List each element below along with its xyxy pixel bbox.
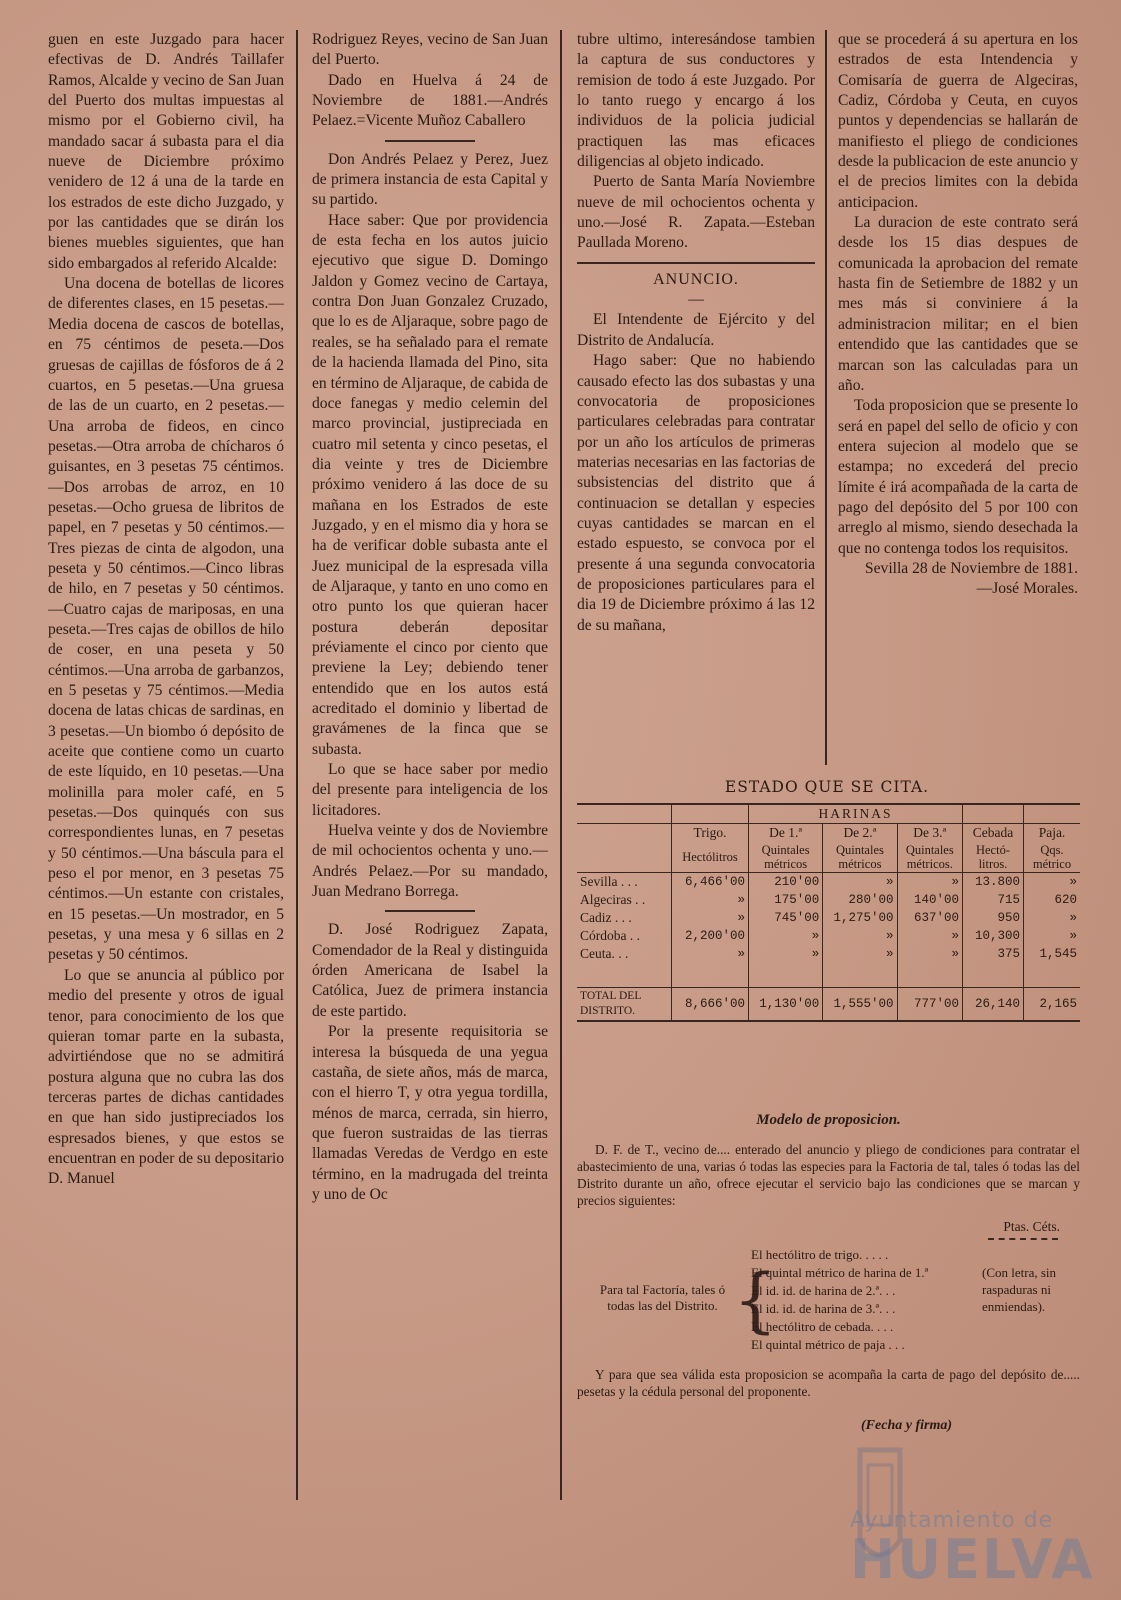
modelo-closing: Y para que sea válida esta proposicion se acompaña la carta de pago del depósito de..... pesetas y la cédula personal del proponente. — [577, 1367, 1080, 1399]
column-1 — [48, 30, 284, 1500]
total-harina-2: 1,555'00 — [823, 988, 897, 1022]
row-cell-h3: 140'00 — [897, 891, 962, 909]
table-row — [577, 873, 1080, 892]
row-cell-h3: 637'00 — [897, 909, 962, 927]
row-cell-h2: » — [823, 873, 897, 892]
separator-rule — [577, 262, 815, 264]
estado-title: ESTADO QUE SE CITA. — [724, 778, 930, 796]
row-cell-h1: 210'00 — [749, 873, 823, 892]
table-row — [577, 927, 1080, 945]
total-cebada: 26,140 — [963, 988, 1024, 1022]
col2-paragraph-6: Huelva veinte y dos de Noviembre de mil ochocientos ochenta y uno.—Andrés Pelaez.—Por su mandado, Juan Medrano Borrega. — [312, 822, 548, 901]
modelo-title: Modelo de proposicion. — [756, 1112, 901, 1128]
col-header-harina-3: De 3.ª — [897, 824, 962, 843]
col2-paragraph-1: Rodriguez Reyes, vecino de San Juan del Puerto. — [312, 31, 548, 69]
table-row — [577, 909, 1080, 927]
col2-paragraph-2: Dado en Huelva á 24 de Noviembre de 1881.—Andrés Pelaez.=Vicente Muñoz Caballero — [312, 71, 548, 130]
total-trigo: 8,666'00 — [672, 988, 749, 1022]
separator-rule — [385, 140, 475, 142]
row-cell-h1: » — [749, 927, 823, 945]
form-items — [751, 1246, 986, 1354]
col-header-harina-2: De 2.ª — [823, 824, 897, 843]
row-cell-cebada: 13.800 — [963, 873, 1024, 892]
col1-paragraph-3: Lo que se anuncia al público por medio del presente y otros de igual tenor, para conocimiento de los que quieran tomar parte en la subasta, advirtiéndose que no se admitirá postura alguna que no cubra las dos terceras partes de dichas cantidades en que han sido justipreciados los espresados bienes, y que estos se encuentran en poder de su depositario D. Manuel — [48, 966, 284, 1188]
row-place: Cadiz . . . — [580, 910, 632, 925]
total-harina-1: 1,130'00 — [749, 988, 823, 1022]
col2-paragraph-4: Hace saber: Que por providencia de esta fecha en los autos juicio ejecutivo que sigue D. Domingo Jaldon y Gomez vecino de Cartaya, contra Don Juan Gonzalez Cruzado, que lo es de Aljaraque, sobre pago de reales, se ha señalado para el remate de la hacienda llamada del Pino, sita en término de Aljaraque, de cabida de doce fanegas y medio celemin del marco provincial, justipreciada en cuatro mil setenta y cinco pesetas, el dia veinte y tres de Diciembre próximo venidero á las doce de su mañana en los Estrados de este Juzgado, y en el mismo dia y hora se ha de verificar doble subasta ante el Juez municipal de la espresada villa de Aljaraque, y tanto en uno como en otro punto los que quieran hacer postura deberán depositar préviamente el cinco por ciento que previene la Ley; debiendo tener entendido que en los autos está acreditado el dominio y libertad de gravámenes de la finca que se subasta. — [312, 211, 548, 758]
form-left-label: Para tal Factoría, tales ó todas las del Distrito. — [599, 1282, 726, 1313]
watermark-line-1: Ayuntamiento de — [850, 1508, 1054, 1533]
form-item: El id. id. de harina de 2.ª. . . — [751, 1283, 896, 1298]
col4-paragraph-4: Sevilla 28 de Noviembre de 1881.—José Morales. — [864, 559, 1078, 598]
form-item: El hectólitro de trigo. . . . . — [751, 1247, 889, 1262]
watermark-line-2: HUELVA — [850, 1528, 1095, 1591]
table-row — [577, 945, 1080, 963]
col3-paragraph-2: Puerto de Santa María Noviembre nueve de mil ochocientos ochenta y uno.—José R. Zapata.—Esteban Paullada Moreno. — [577, 173, 815, 252]
unit-harina-3: Quintales métricos. — [897, 842, 962, 873]
col1-paragraph-1: guen en este Juzgado para hacer efectivas de D. Andrés Taillafer Ramos, Alcalde y vecino de San Juan del Puerto dos multas impuestas al mismo por el Gobierno civil, ha mandado sacar á subasta para el dia nueve de Diciembre próximo venidero de 12 á una de la tarde en los estrados de este dicho Juzgado, y por las cantidades que se dirán los bienes muebles siguientes, que han sido embargados al referido Alcalde: — [48, 31, 284, 272]
estado-corner-3 — [577, 842, 672, 873]
row-cell-h2: 1,275'00 — [823, 909, 897, 927]
col2-paragraph-7: D. José Rodriguez Zapata, Comendador de la Real y distinguida órden Americana de Isabel la Católica, Juez de primera instancia de este partido. — [312, 921, 548, 1020]
brace-icon: { — [733, 1259, 778, 1341]
row-cell-paja: » — [1024, 927, 1081, 945]
col3-paragraph-4: Hago saber: Que no habiendo causado efecto las dos subastas y una convocatoria de proposiciones particulares celebradas para contratar por un año los artículos de primeras materias necesarias en las factorias de subsistencias del distrito que á continuacion se detallan y especies cuyas cantidades se marcan en el estado espuesto, se convoca por el presente á una segunda convocatoria de proposiciones particulares para el dia 19 de Diciembre próximo á las 12 de su mañana, — [577, 352, 815, 634]
modelo-form — [577, 1246, 1080, 1356]
col4-paragraph-1: que se procederá á su apertura en los estrados de esta Intendencia y Comisaría de guerra de Algeciras, Cadiz, Córdoba y Ceuta, en cuyos puntos y dependencias se hallarán de manifiesto el pliego de condiciones desde la publicacion de este anuncio y el de precios limites con la debida anticipacion. — [838, 31, 1078, 211]
row-cell-trigo: » — [672, 891, 749, 909]
column-rule-3 — [825, 30, 827, 765]
row-cell-trigo: » — [672, 945, 749, 963]
row-cell-h1: » — [749, 945, 823, 963]
unit-harina-2: Quintales métricos — [823, 842, 897, 873]
col-header-cebada: Cebada — [963, 824, 1024, 843]
estado-trigo-blank — [672, 804, 749, 824]
estado-paja-blank — [1024, 804, 1081, 824]
col4-paragraph-3: Toda proposicion que se presente lo será en papel del sello de oficio y con entera sujecion al modelo que se estampa; no excederá del precio límite é irá acompañada de la carta de pago del depósito del 5 por 100 con arreglo al mismo, siendo desechada la que no contenga todos los requisitos. — [838, 397, 1078, 557]
row-cell-h3: » — [897, 927, 962, 945]
estado-table — [577, 803, 1080, 1022]
col3-paragraph-1: tubre ultimo, interesándose tambien la captura de sus conductores y remision de todo á este Juzgado. Por lo tanto ruego y encargo á los individuos de la policia judicial practiquen las mas eficaces diligencias al objeto indicado. — [577, 31, 815, 171]
col3-paragraph-3: El Intendente de Ejército y del Distrito de Andalucía. — [577, 311, 815, 349]
row-cell-h3: » — [897, 945, 962, 963]
form-item: El hectólitro de cebada. . . . — [751, 1319, 894, 1334]
fecha-firma: (Fecha y firma) — [861, 1418, 952, 1433]
total-paja: 2,165 — [1024, 988, 1081, 1022]
col2-paragraph-5: Lo que se hace saber por medio del presente para inteligencia de los licitadores. — [312, 761, 548, 819]
col-header-paja: Paja. — [1024, 824, 1081, 843]
row-place: Algeciras . . — [580, 892, 646, 907]
unit-trigo: Hectólitros — [672, 842, 749, 873]
col1-paragraph-2: Una docena de botellas de licores de diferentes clases, en 15 pesetas.—Media docena de cascos de botellas, en 75 céntimos de peseta.—Dos gruesas de cajillas de fósforos de á 2 cuartos, en 5 pesetas.—Una gruesa de las de un cuarto, en 2 pesetas.—Una arroba de fideos, en cinco pesetas.—Otra arroba de chícharos ó guisantes, en 3 pesetas 75 céntimos.—Dos arrobas de arroz, en 10 pesetas.—Ocho gruesa de libritos de papel, en 7 pesetas y 50 céntimos.—Tres piezas de cinta de algodon, una peseta y 50 céntimos.—Cinco libras de hilo, en 7 pesetas y 50 céntimos.—Cuatro cajas de mariposas, en una peseta.—Tres cajas de obillos de hilo de coser, en una peseta y 50 céntimos.—Una arroba de garbanzos, en 5 pesetas y 75 céntimos.—Media docena de latas chicas de sardinas, en 3 pesetas.—Un biombo ó depósito de aceite que contiene como un cuarto de este líquido, en 10 pesetas.—Una molinilla para moler café, en 5 pesetas.—Dos quinqués con sus correspondientes lunas, en 7 pesetas y 50 céntimos.—Una báscula para el peso el por menor, en 3 pesetas 75 céntimos.—Un estante con cristales, en 15 pesetas.—Un mostrador, en 5 pesetas, y una mesa y 6 sillas en 2 pesetas y 50 céntimos. — [48, 275, 284, 964]
ptas-label: Ptas. Céts. — [1003, 1219, 1060, 1234]
anuncio-heading: ANUNCIO. — [653, 270, 739, 288]
col-header-trigo: Trigo. — [672, 824, 749, 843]
heading-dash: — — [688, 291, 704, 309]
row-cell-paja: 1,545 — [1024, 945, 1081, 963]
row-cell-paja: » — [1024, 873, 1081, 892]
row-cell-cebada: 715 — [963, 891, 1024, 909]
spacer-cell — [577, 963, 672, 988]
row-cell-h2: » — [823, 945, 897, 963]
row-cell-trigo: 6,466'00 — [672, 873, 749, 892]
row-cell-trigo: 2,200'00 — [672, 927, 749, 945]
form-note: (Con letra, sin raspaduras ni enmiendas). — [982, 1265, 1057, 1314]
row-cell-paja: 620 — [1024, 891, 1081, 909]
column-rule-1 — [296, 30, 298, 1500]
row-place: Córdoba . . — [580, 928, 640, 943]
row-place: Sevilla . . . — [580, 874, 638, 889]
estado-corner-2 — [577, 824, 672, 843]
row-cell-cebada: 10,300 — [963, 927, 1024, 945]
row-cell-paja: » — [1024, 909, 1081, 927]
row-cell-trigo: » — [672, 909, 749, 927]
column-3 — [577, 30, 815, 760]
total-harina-3: 777'00 — [897, 988, 962, 1022]
col4-paragraph-2: La duracion de este contrato será desde los 15 dias despues de comunicada la aprobacion del remate hasta fin de Setiembre de 1882 y un mes más si conviniere á la administracion militar; en el bien entendido que las cantidades que se marcan son las calculadas para un año. — [838, 214, 1078, 394]
column-rule-2 — [560, 30, 562, 1500]
row-place: Ceuta. . . — [580, 946, 629, 961]
form-item: El quintal métrico de harina de 1.ª — [751, 1265, 929, 1280]
column-2 — [312, 30, 548, 1495]
row-cell-h3: » — [897, 873, 962, 892]
row-cell-h2: » — [823, 927, 897, 945]
row-cell-h1: 175'00 — [749, 891, 823, 909]
form-item: El quintal métrico de paja . . . — [751, 1337, 905, 1352]
col-header-harina-1: De 1.ª — [749, 824, 823, 843]
row-cell-h1: 745'00 — [749, 909, 823, 927]
modelo-section — [577, 1112, 1080, 1434]
estado-corner — [577, 804, 672, 824]
total-label: TOTAL DEL DISTRITO. — [577, 988, 672, 1022]
row-cell-h2: 280'00 — [823, 891, 897, 909]
col2-paragraph-8: Por la presente requisitoria se interesa la búsqueda de una yegua castaña, de siete años, más de marca, con el hierro T, y otra yegua tordilla, ménos de marca, cerrada, sin hierro, que fueron sustraidas de las tierras llamadas Veredas de Verdgo en este término, en la madrugada del treinta y uno de Oc — [312, 1023, 548, 1203]
unit-paja: Qqs. métrico — [1024, 842, 1081, 873]
unit-cebada: Hectó-litros. — [963, 842, 1024, 873]
estado-harinas-header: HARINAS — [749, 804, 963, 824]
table-row — [577, 891, 1080, 909]
form-item: El id. id. de harina de 3.ª. . . — [751, 1301, 896, 1316]
row-cell-cebada: 375 — [963, 945, 1024, 963]
separator-rule — [385, 910, 475, 912]
unit-harina-1: Quintales métricos — [749, 842, 823, 873]
modelo-body: D. F. de T., vecino de.... enterado del anuncio y pliego de condiciones para contratar el abastecimiento de una, varias ó todas las especies para la Factoria de tal, tales ó todas las del Distrito durante un año, ofrece ejecutar el servicio bajo las condiciones que se marcan y precios siguientes: — [577, 1142, 1080, 1208]
column-4 — [838, 30, 1078, 760]
ptas-rule — [988, 1238, 1058, 1240]
estado-cebada-blank — [963, 804, 1024, 824]
col2-paragraph-3: Don Andrés Pelaez y Perez, Juez de primera instancia de esta Capital y su partido. — [312, 150, 548, 209]
row-cell-cebada: 950 — [963, 909, 1024, 927]
